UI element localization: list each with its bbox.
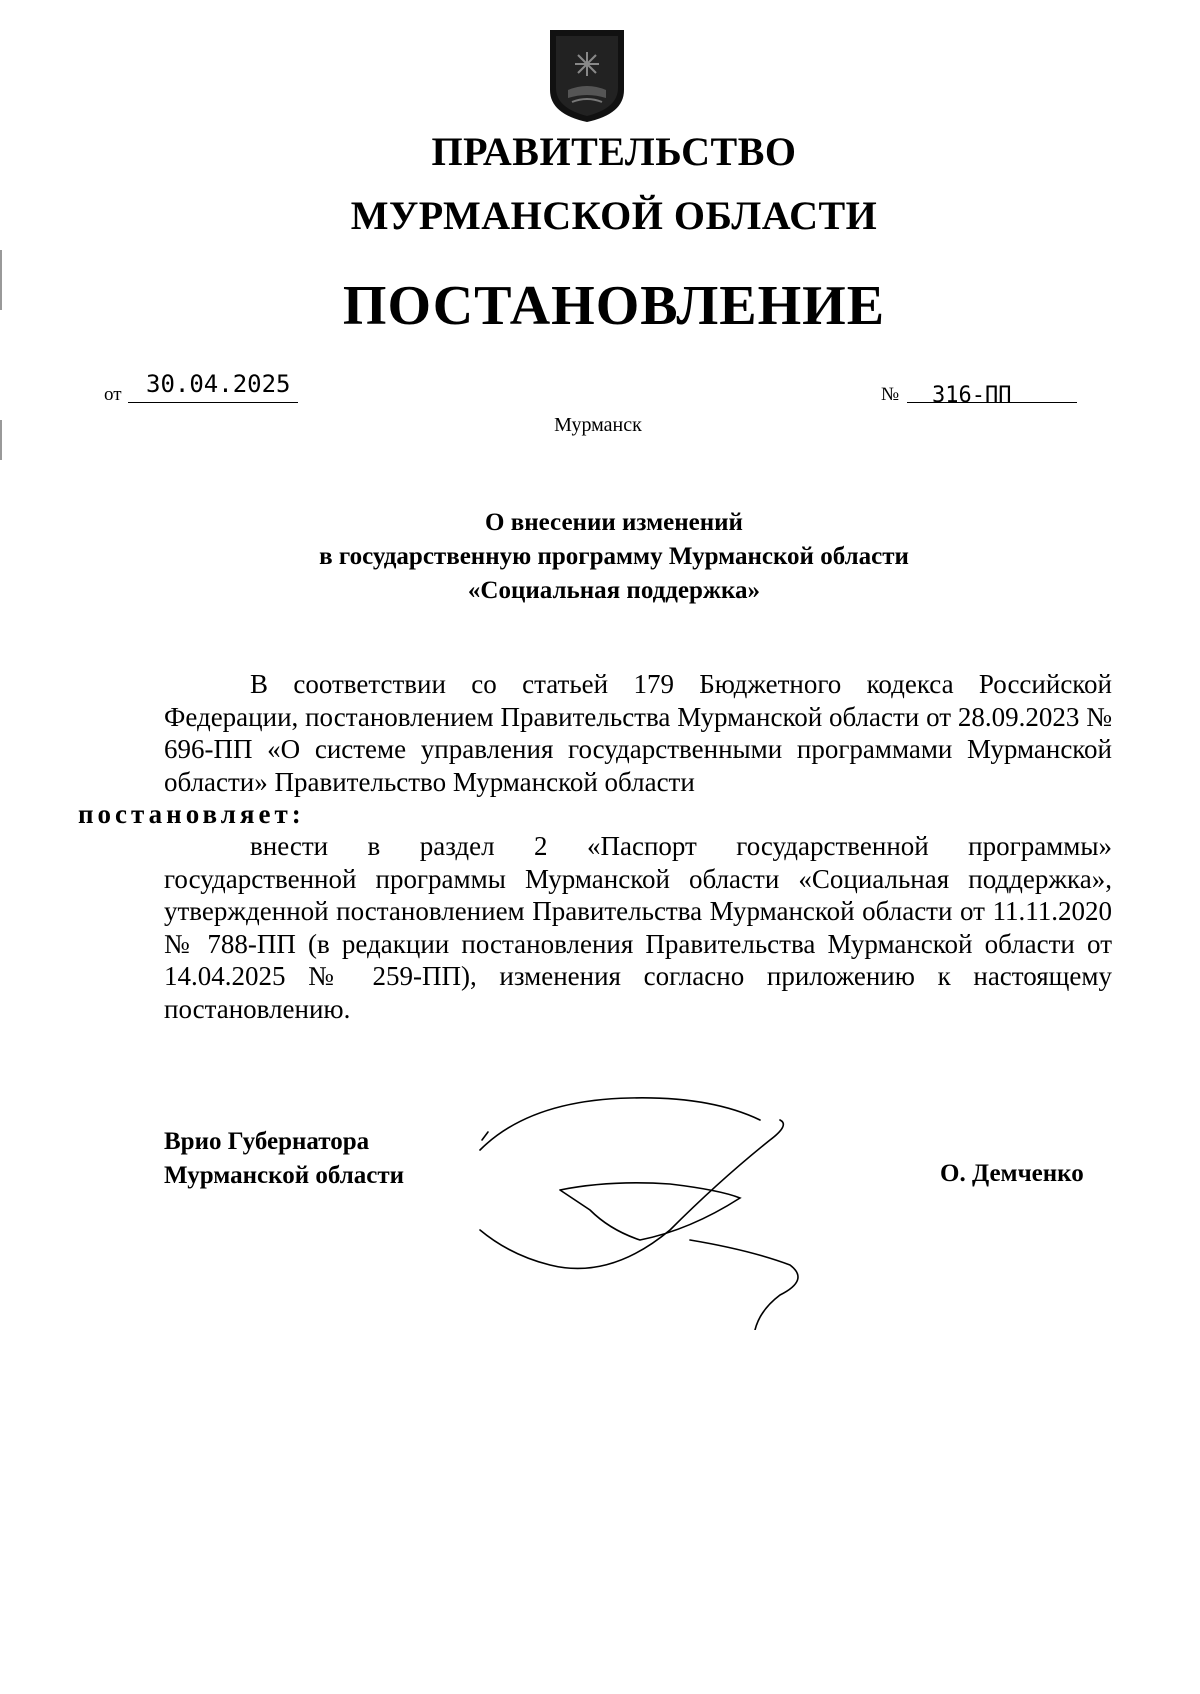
document-title-line1: О внесении изменений <box>485 509 743 536</box>
city-name: Мурманск <box>554 414 642 436</box>
government-name-line1: ПРАВИТЕЛЬСТВО <box>431 129 797 174</box>
body-paragraph-decision: внести в раздел 2 «Паспорт государственной программы» государственной программы Мурманской области «Социальная поддержка», утвержденной постановлением Правительства Мурманской области от 11.11.2020 № 788-ПП (в редакции постановления Правительства Мурманской области от 14.04.2025 № 259-ПП), изменения согласно приложению к настоящему постановлению. <box>164 831 1112 1024</box>
document-title-line3: «Социальная поддержка» <box>467 577 761 604</box>
document-number: 316-ПП <box>932 383 1012 408</box>
date-prefix: от <box>104 384 122 405</box>
preamble-text: В соответствии со статьей 179 Бюджетного кодекса Российской Федерации, постановлением Правительства Мурманской области от 28.09.2023 № 696-ПП «О системе управления государственными программами Мурманской области» Правительство Мурманской области <box>164 669 1112 797</box>
document-title-line2: в государственную программу Мурманской области <box>319 543 909 570</box>
handwritten-signature <box>470 1080 890 1330</box>
date-underline <box>128 402 298 403</box>
document-type: ПОСТАНОВЛЕНИЕ <box>342 275 886 337</box>
government-name-line2: МУРМАНСКОЙ ОБЛАСТИ <box>350 193 878 238</box>
scan-edge-mark <box>0 250 2 310</box>
coat-of-arms-icon <box>548 28 626 124</box>
decree-word: постановляет: <box>78 799 305 829</box>
signatory-role <box>164 1125 404 1193</box>
body-paragraph-preamble <box>78 668 1112 831</box>
document-date: 30.04.2025 <box>146 370 291 398</box>
signatory-name: О. Демченко <box>940 1160 1084 1187</box>
signatory-role-line2: Мурманской области <box>164 1162 405 1189</box>
number-prefix: № <box>881 384 900 405</box>
signatory-role-line1: Врио Губернатора <box>164 1128 370 1155</box>
